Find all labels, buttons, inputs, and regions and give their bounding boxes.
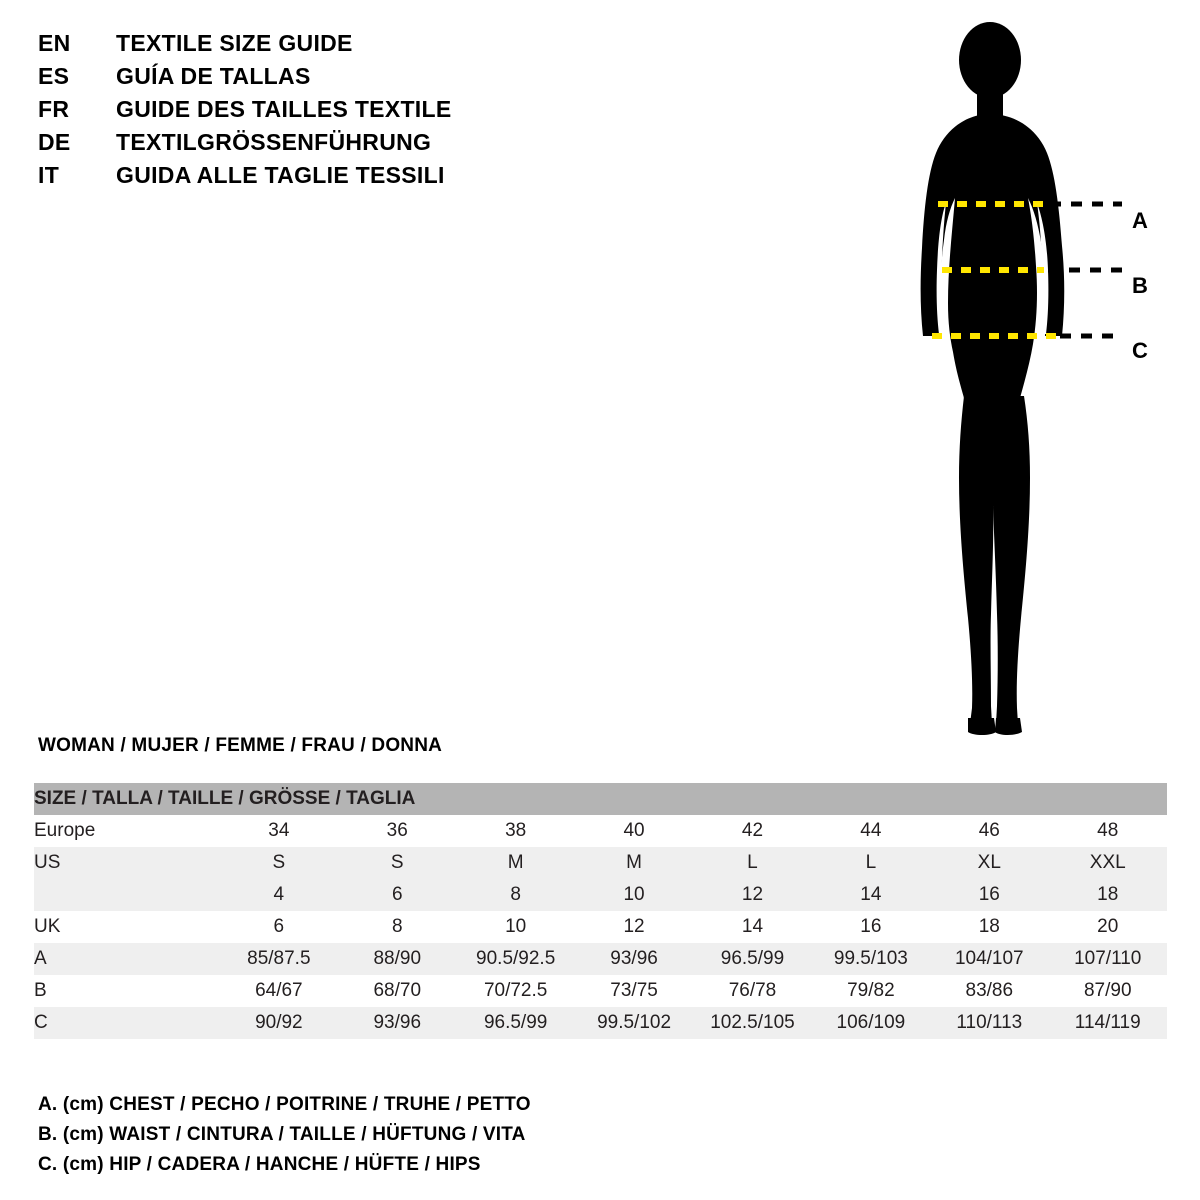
table-cell: 4 (220, 879, 338, 911)
table-header-row (34, 783, 1167, 815)
table-cell: M (456, 847, 574, 879)
table-cell: 36 (338, 815, 456, 847)
table-cell: XXL (1048, 847, 1167, 879)
title-lang-code: DE (38, 129, 71, 155)
table-cell: 18 (1048, 879, 1167, 911)
table-cell: 70/72.5 (456, 975, 574, 1007)
table-cell: 38 (456, 815, 574, 847)
table-cell: 10 (575, 879, 693, 911)
table-cell: 14 (812, 879, 930, 911)
table-cell: 85/87.5 (220, 943, 338, 975)
table-cell: 79/82 (812, 975, 930, 1007)
table-cell: 93/96 (575, 943, 693, 975)
title-lang-code: FR (38, 96, 70, 122)
table-cell: 12 (575, 911, 693, 943)
table-row (34, 911, 1167, 943)
table-cell: 99.5/103 (812, 943, 930, 975)
table-cell: 104/107 (930, 943, 1048, 975)
legend-line-a: A. (cm) CHEST / PECHO / POITRINE / TRUHE / PETTO (38, 1094, 531, 1115)
table-cell: 16 (812, 911, 930, 943)
table-cell: 8 (456, 879, 574, 911)
table-cell: 20 (1048, 911, 1167, 943)
legend (38, 1090, 531, 1180)
title-text: TEXTILGRÖSSENFÜHRUNG (116, 129, 432, 155)
table-cell: 34 (220, 815, 338, 847)
title-text: TEXTILE SIZE GUIDE (116, 30, 353, 56)
table-cell: 46 (930, 815, 1048, 847)
table-cell: 114/119 (1048, 1007, 1167, 1039)
table-cell: 48 (1048, 815, 1167, 847)
table-cell: 96.5/99 (456, 1007, 574, 1039)
title-row (38, 63, 452, 96)
table-cell: 14 (693, 911, 811, 943)
table-cell: 10 (456, 911, 574, 943)
row-label (34, 879, 220, 911)
legend-line-b: B. (cm) WAIST / CINTURA / TAILLE / HÜFTUNG / VITA (38, 1124, 526, 1145)
table-cell: 6 (220, 911, 338, 943)
measure-label-a: A (1132, 208, 1148, 233)
title-lang-code: ES (38, 63, 70, 89)
table-cell: M (575, 847, 693, 879)
row-label: B (34, 975, 220, 1007)
table-row (34, 975, 1167, 1007)
title-text: GUIDE DES TAILLES TEXTILE (116, 96, 452, 122)
table-cell: 8 (338, 911, 456, 943)
table-cell: 87/90 (1048, 975, 1167, 1007)
table-cell: S (220, 847, 338, 879)
table-cell: L (812, 847, 930, 879)
row-label: UK (34, 911, 220, 943)
row-label: C (34, 1007, 220, 1039)
table-cell: 73/75 (575, 975, 693, 1007)
table-cell: L (693, 847, 811, 879)
title-text: GUÍA DE TALLAS (116, 63, 311, 89)
table-cell: 44 (812, 815, 930, 847)
table-row (34, 847, 1167, 879)
table-cell: 96.5/99 (693, 943, 811, 975)
table-cell: 90/92 (220, 1007, 338, 1039)
table-cell: 16 (930, 879, 1048, 911)
measure-label-c: C (1132, 338, 1148, 363)
table-cell: 68/70 (338, 975, 456, 1007)
table-cell: 88/90 (338, 943, 456, 975)
figure-container (860, 18, 1190, 738)
table-header-label: SIZE / TALLA / TAILLE / GRÖSSE / TAGLIA (34, 783, 1167, 815)
table-cell: XL (930, 847, 1048, 879)
table-cell: 93/96 (338, 1007, 456, 1039)
title-lang-code: EN (38, 30, 71, 56)
table-row (34, 815, 1167, 847)
table-cell: 64/67 (220, 975, 338, 1007)
title-row (38, 96, 452, 129)
table-row (34, 1007, 1167, 1039)
title-row (38, 162, 452, 195)
table-cell: 107/110 (1048, 943, 1167, 975)
table-cell: 110/113 (930, 1007, 1048, 1039)
row-label: Europe (34, 815, 220, 847)
table-cell: 42 (693, 815, 811, 847)
row-label: A (34, 943, 220, 975)
title-row (38, 129, 452, 162)
table-cell: 76/78 (693, 975, 811, 1007)
table-cell: 83/86 (930, 975, 1048, 1007)
table-cell: 90.5/92.5 (456, 943, 574, 975)
female-silhouette-icon (860, 18, 1190, 738)
table-cell: 106/109 (812, 1007, 930, 1039)
table-cell: 12 (693, 879, 811, 911)
title-text: GUIDA ALLE TAGLIE TESSILI (116, 162, 445, 188)
title-row (38, 30, 452, 63)
table-cell: 6 (338, 879, 456, 911)
title-block (38, 30, 452, 195)
table-cell: S (338, 847, 456, 879)
table-cell: 99.5/102 (575, 1007, 693, 1039)
legend-line-c: C. (cm) HIP / CADERA / HANCHE / HÜFTE / HIPS (38, 1154, 481, 1175)
section-heading: WOMAN / MUJER / FEMME / FRAU / DONNA (38, 735, 443, 756)
title-lang-code: IT (38, 162, 60, 188)
table-row (34, 879, 1167, 911)
table-cell: 102.5/105 (693, 1007, 811, 1039)
table-row (34, 943, 1167, 975)
table-cell: 40 (575, 815, 693, 847)
measure-label-b: B (1132, 273, 1148, 298)
table-cell: 18 (930, 911, 1048, 943)
size-table (34, 783, 1167, 1039)
row-label: US (34, 847, 220, 879)
